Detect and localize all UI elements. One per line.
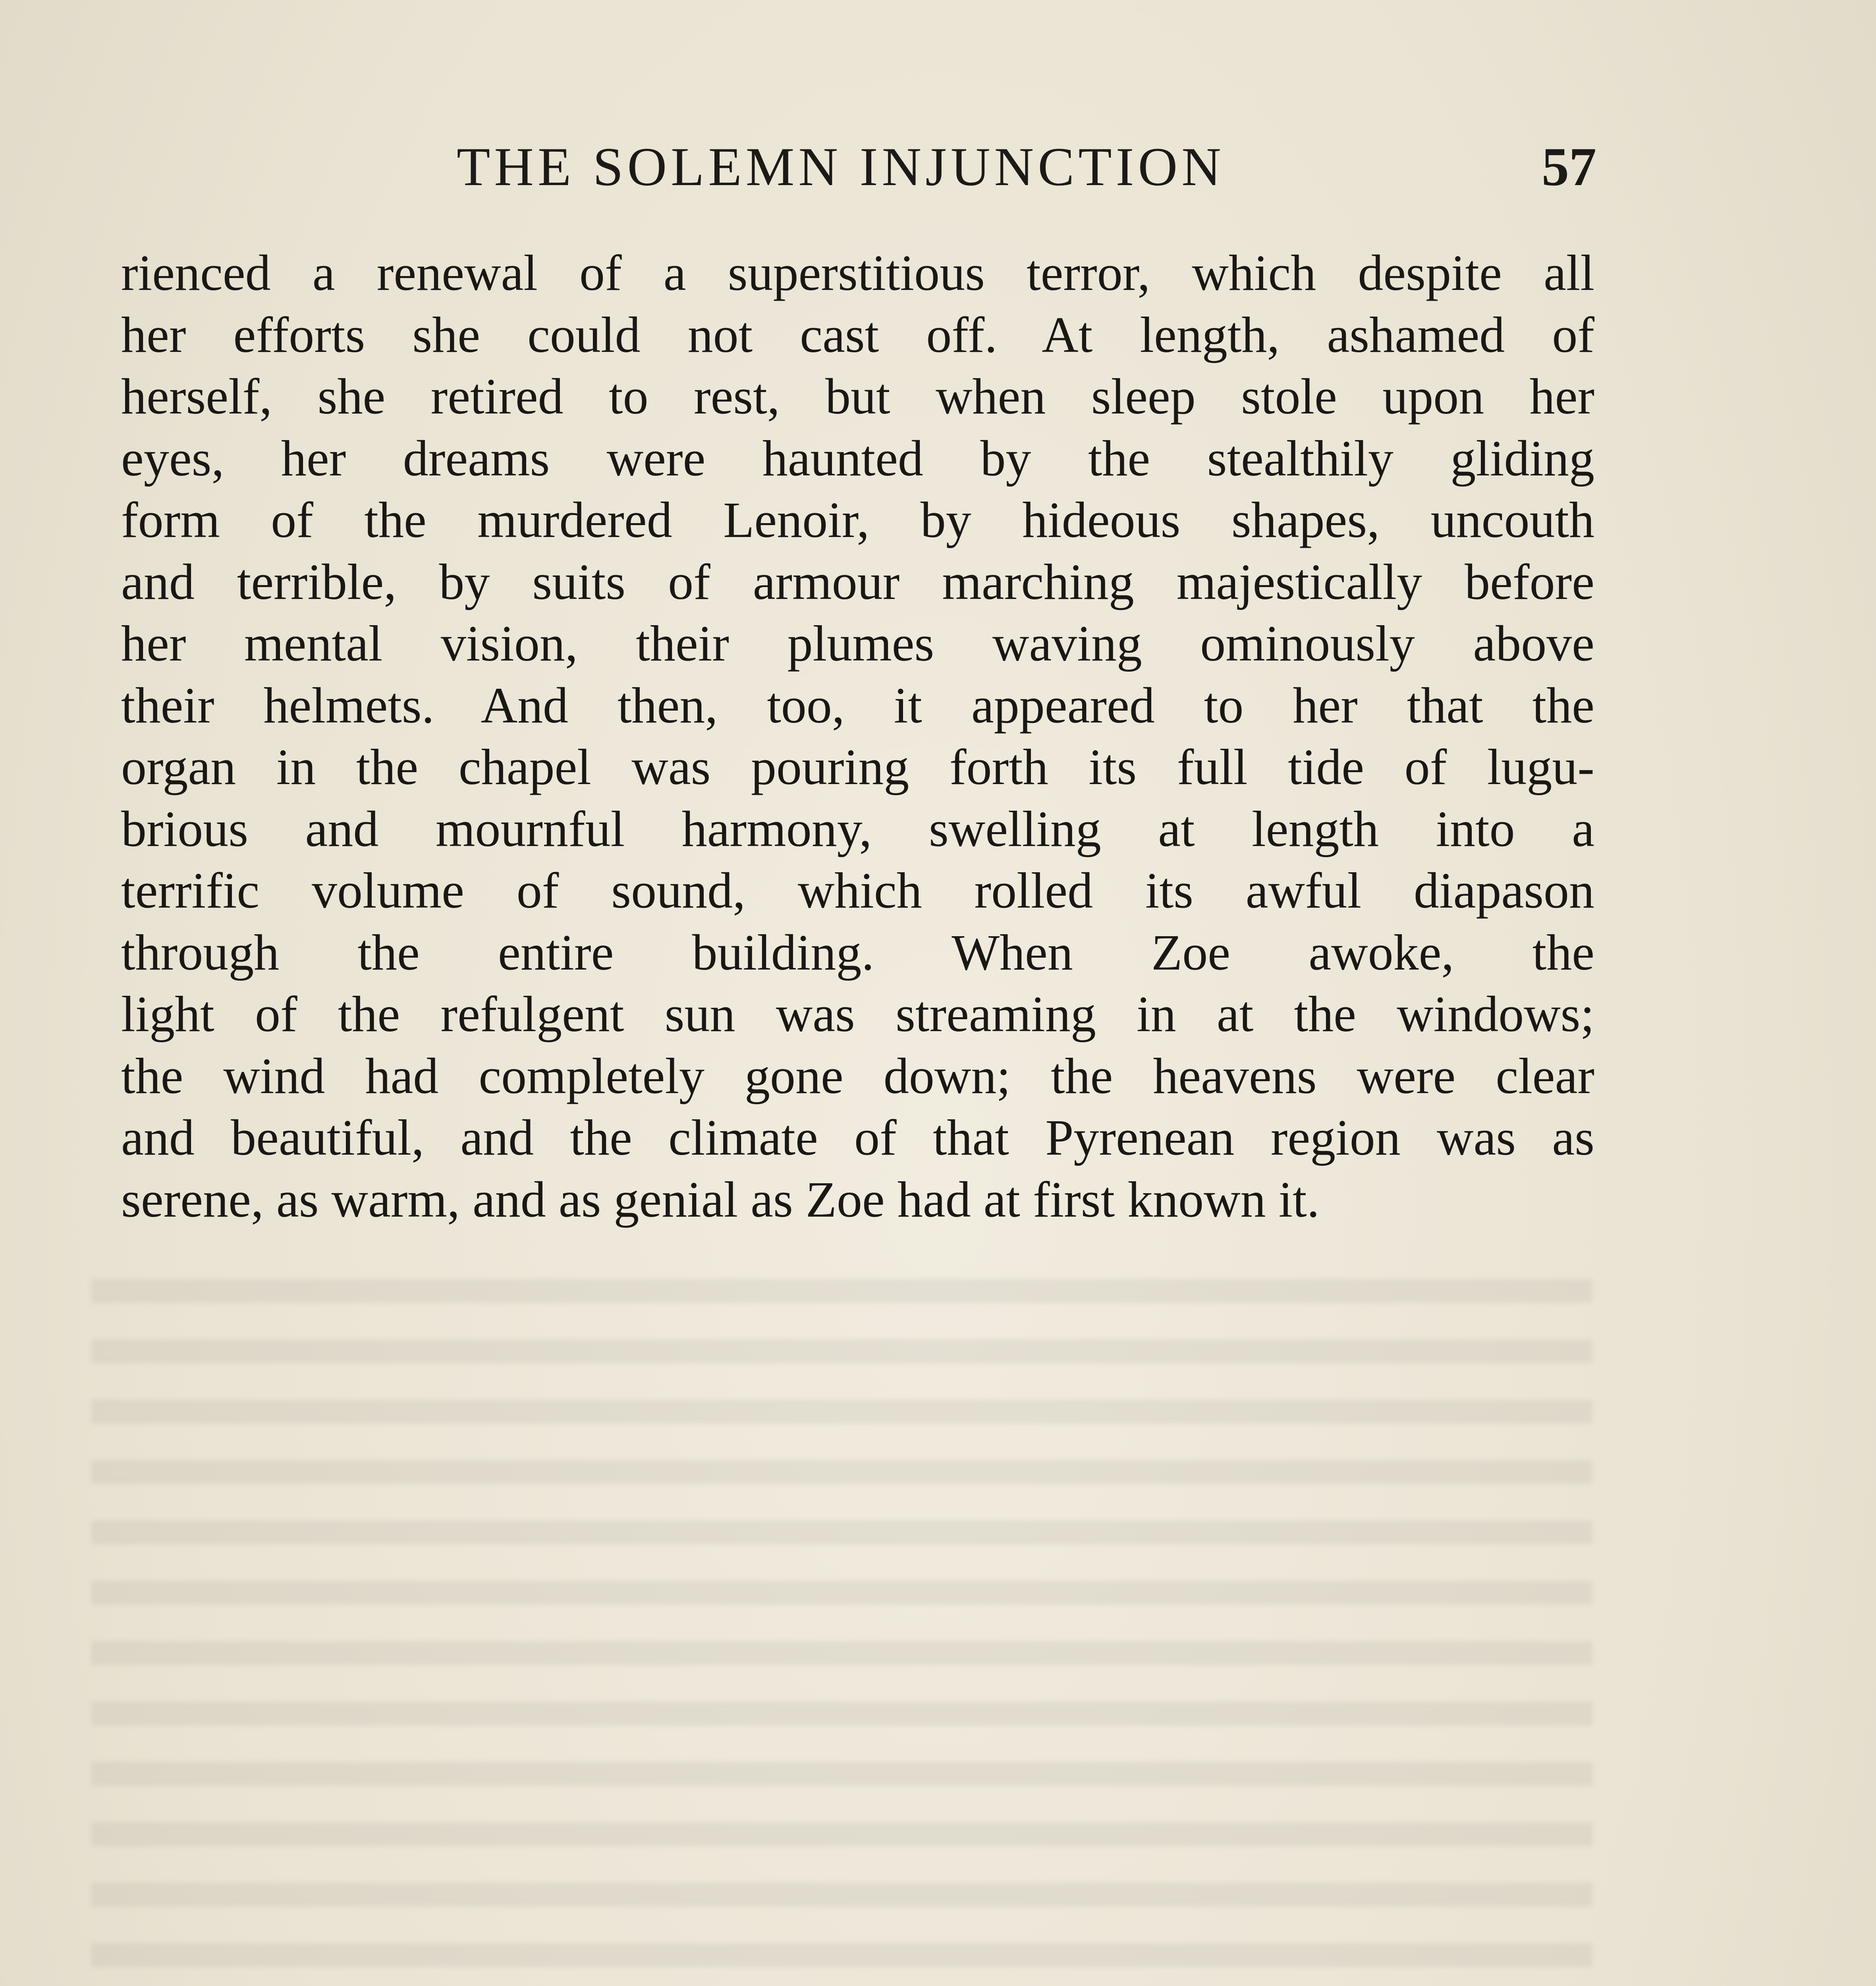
text-line: light of the refulgent sun was streaming in at the windows; xyxy=(121,986,1594,1042)
text-line: eyes, her dreams were haunted by the stealthily gliding xyxy=(121,430,1594,487)
page-number: 57 xyxy=(1542,136,1596,197)
text-line: and terrible, by suits of armour marching majestically before xyxy=(121,553,1594,610)
reverse-side-show-through xyxy=(91,1255,1592,1986)
text-line: brious and mournful harmony, swelling at length into a xyxy=(121,800,1594,857)
text-line: rienced a renewal of a superstitious terror, which despite all xyxy=(121,245,1594,301)
running-title: THE SOLEMN INJUNCTION xyxy=(457,136,1225,197)
text-line: organ in the chapel was pouring forth its full tide of lugu- xyxy=(121,739,1594,795)
text-line: and beautiful, and the climate of that Pyrenean region was as xyxy=(121,1109,1594,1166)
text-line: the wind had completely gone down; the heavens were clear xyxy=(121,1047,1594,1104)
text-line: herself, she retired to rest, but when sleep stole upon her xyxy=(121,368,1594,425)
text-line: her mental vision, their plumes waving ominously above xyxy=(121,615,1594,672)
text-line: through the entire building. When Zoe awoke, the xyxy=(121,924,1594,981)
text-line: serene, as warm, and as genial as Zoe had at first known it. xyxy=(121,1171,1320,1228)
text-line: their helmets. And then, too, it appeared to her that the xyxy=(121,677,1594,734)
running-head xyxy=(127,131,1596,203)
text-line: her efforts she could not cast off. At length, ashamed of xyxy=(121,306,1594,363)
body-paragraph xyxy=(121,242,1594,1231)
text-line: form of the murdered Lenoir, by hideous shapes, uncouth xyxy=(121,492,1594,548)
text-line: terrific volume of sound, which rolled its awful diapason xyxy=(121,862,1594,919)
